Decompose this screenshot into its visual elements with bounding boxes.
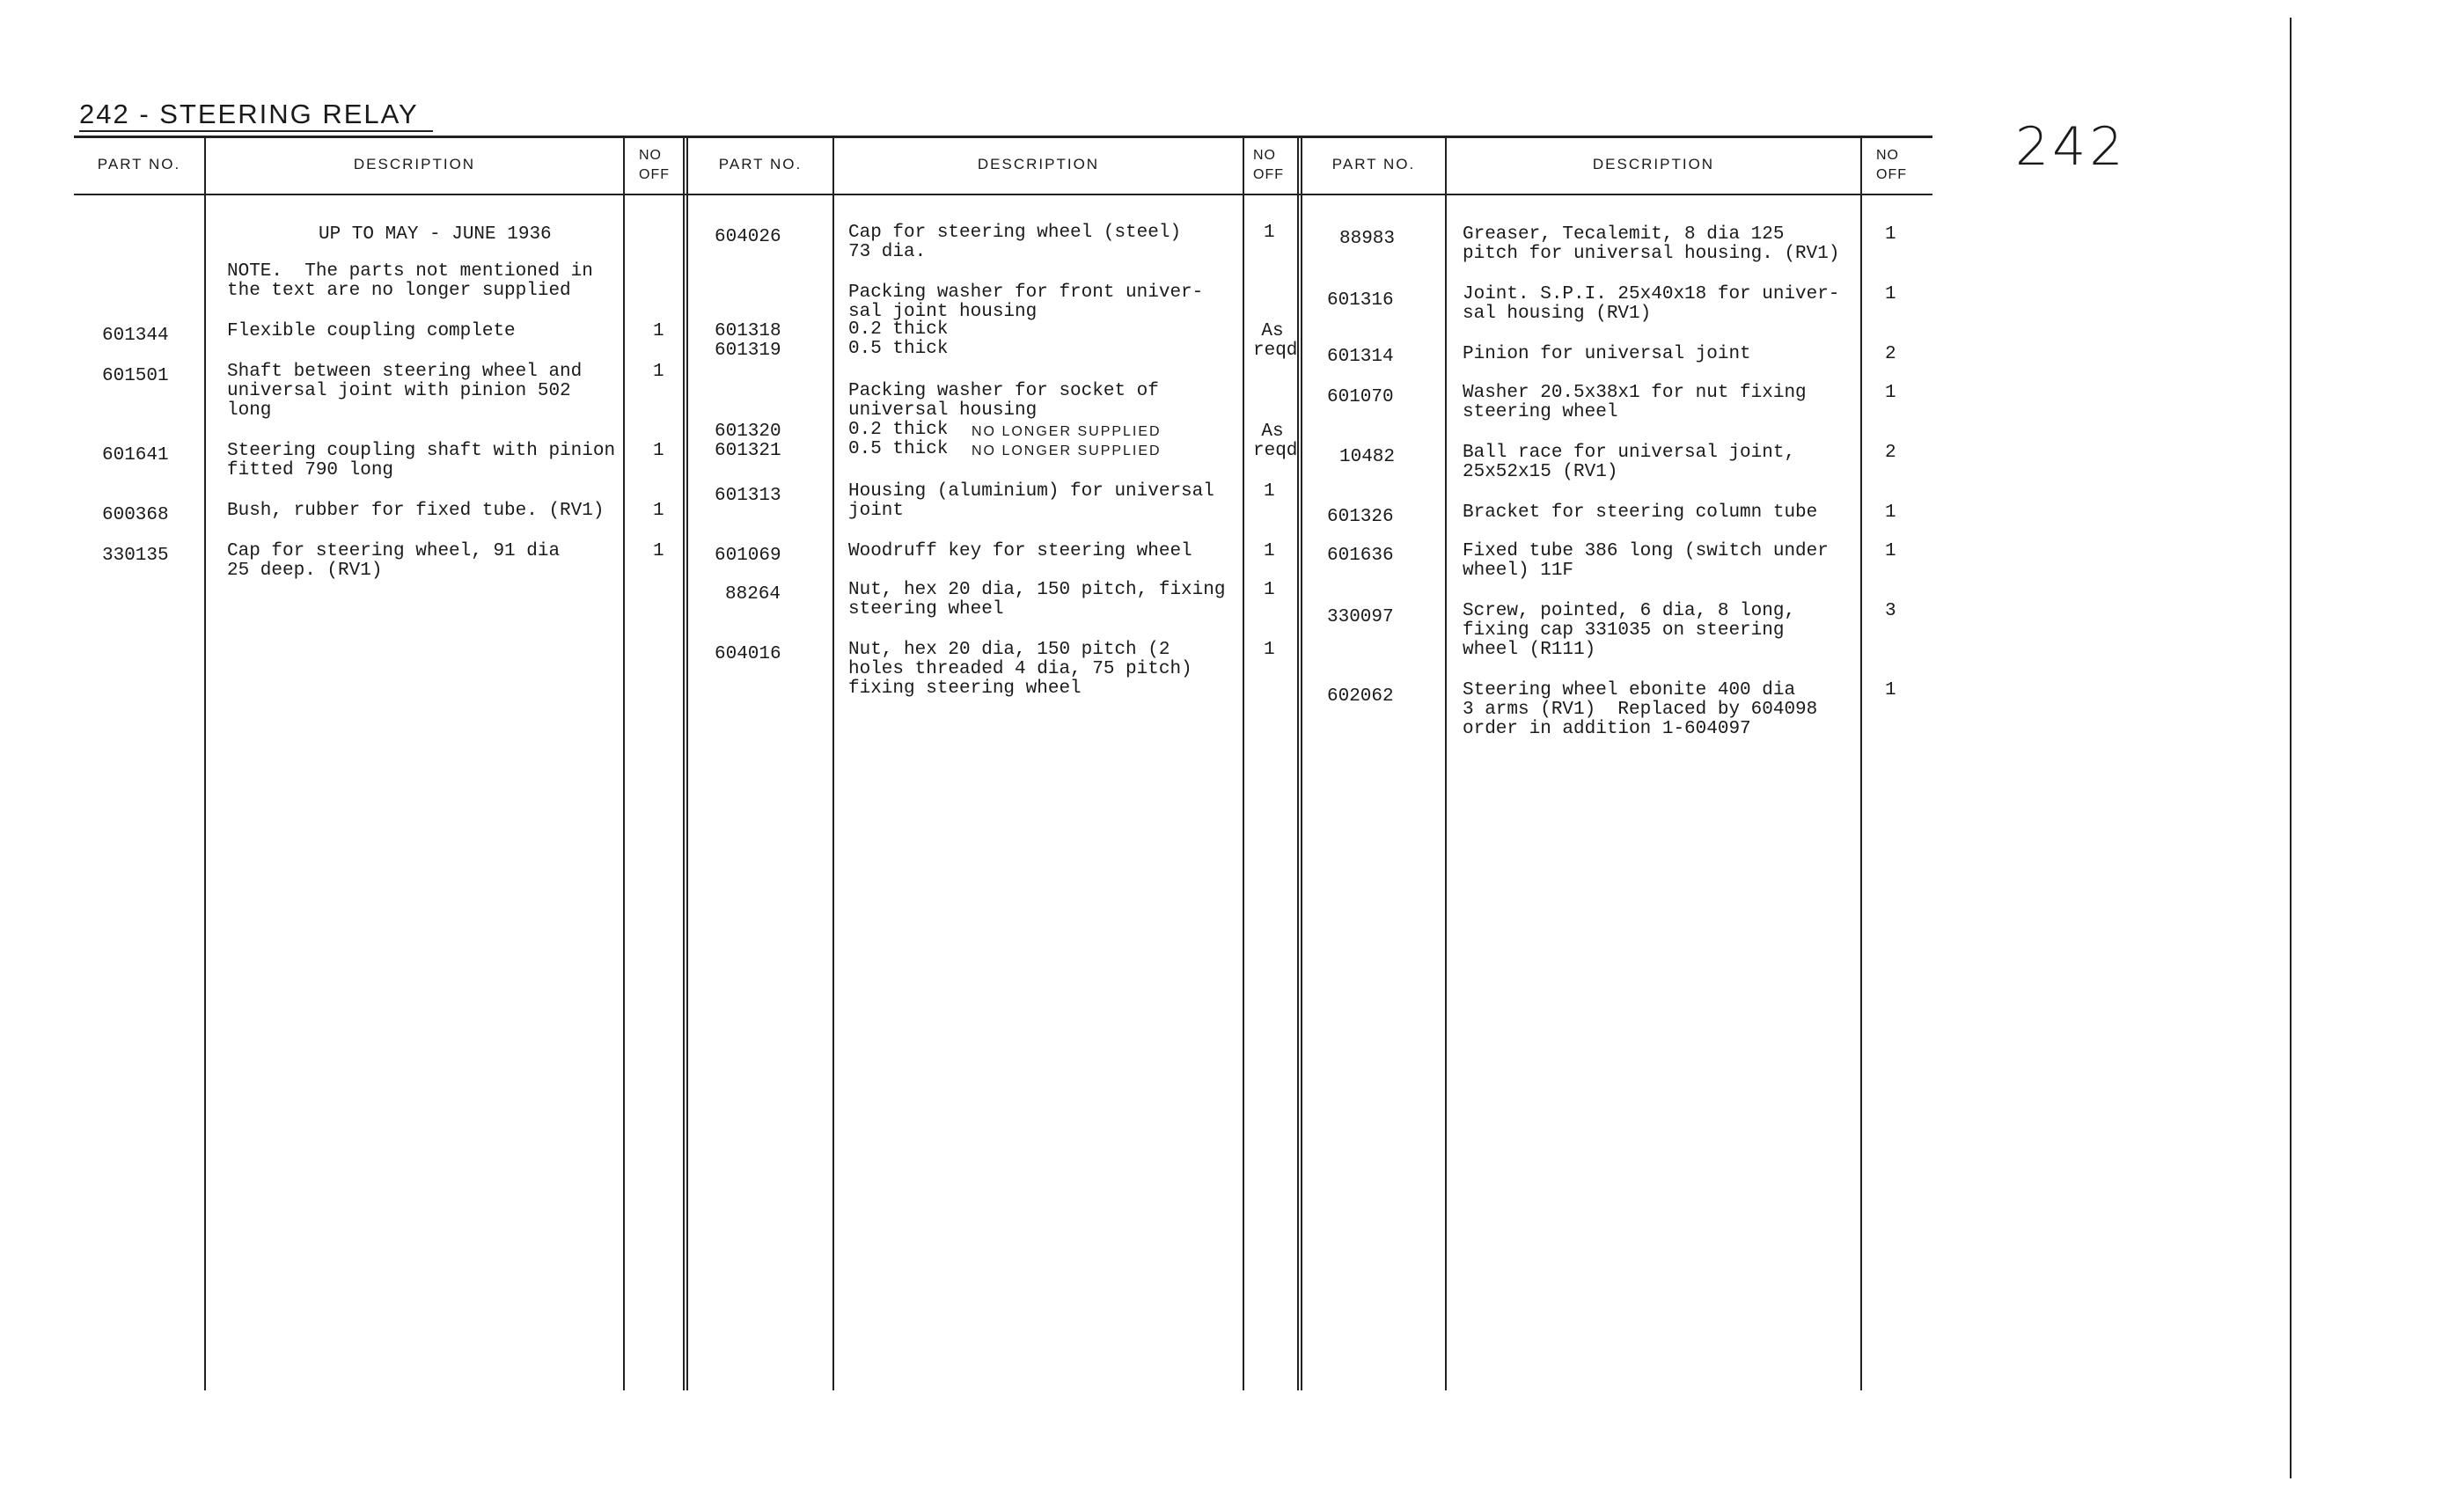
part-description: Nut, hex 20 dia, 150 pitch, fixing steering wheel (848, 580, 1226, 620)
table-top-rule (74, 136, 1932, 138)
not-supplied-note: NO LONGER SUPPLIED (972, 424, 1162, 439)
column-divider (1860, 136, 1862, 1390)
part-number: 10482 (1339, 447, 1396, 467)
part-number: 601641 (102, 445, 169, 466)
part-number: 601313 (715, 486, 781, 506)
quantity: 1 (1264, 580, 1275, 600)
column-divider (832, 136, 834, 1390)
part-description: Ball race for universal joint, 25x52x15 (RV1) (1463, 443, 1796, 482)
quantity: 1 (653, 501, 664, 521)
quantity: As reqd (1253, 422, 1298, 461)
part-number: 330135 (102, 546, 169, 566)
part-description: Housing (aluminium) for universal joint (848, 481, 1214, 521)
page-title: 242 - STEERING RELAY (79, 99, 419, 129)
quantity: 1 (1885, 680, 1896, 700)
part-description: Steering coupling shaft with pinion fitted 790 long (227, 441, 616, 480)
margin-page-number: 242 (2015, 116, 2127, 178)
part-number: 601344 (102, 326, 169, 346)
quantity: 1 (1264, 223, 1275, 243)
part-description: Greaser, Tecalemit, 8 dia 125 pitch for universal housing. (RV1) (1463, 224, 1840, 264)
part-description: Flexible coupling complete (227, 321, 516, 341)
part-number: 601318 601319 (715, 321, 781, 361)
part-description: Bracket for steering column tube (1463, 502, 1818, 523)
quantity: 1 (1885, 541, 1896, 561)
column-divider (686, 136, 688, 1390)
part-number: 601326 (1327, 507, 1394, 527)
part-number: 600368 (102, 505, 169, 525)
part-number: 601314 (1327, 347, 1394, 367)
part-number: 88983 (1339, 229, 1396, 249)
part-description: Cap for steering wheel (steel) 73 dia. (848, 223, 1182, 262)
header-part-no: PART NO. (718, 156, 803, 172)
section-heading: UP TO MAY - JUNE 1936 (319, 224, 552, 245)
part-description: Screw, pointed, 6 dia, 8 long, fixing cap 331035 on steering wheel (R111) (1463, 601, 1796, 660)
column-divider (1445, 136, 1447, 1390)
quantity: 1 (653, 441, 664, 461)
part-description: 0.2 thick 0.5 thick (848, 319, 949, 359)
part-description: Pinion for universal joint (1463, 344, 1751, 364)
part-number: 602062 (1327, 686, 1394, 707)
quantity: 1 (1885, 284, 1896, 304)
column-divider (683, 136, 685, 1390)
quantity: 1 (653, 362, 664, 382)
note-text: NOTE. The parts not mentioned in the text are no longer supplied (227, 261, 593, 301)
column-divider (1301, 136, 1302, 1390)
part-number: 330097 (1327, 607, 1394, 627)
part-description: Cap for steering wheel, 91 dia 25 deep. (RV1) (227, 541, 561, 581)
part-number: 601316 (1327, 290, 1394, 311)
part-number: 604016 (715, 644, 781, 664)
part-description: Joint. S.P.I. 25x40x18 for univer- sal housing (RV1) (1463, 284, 1840, 324)
part-description: Fixed tube 386 long (switch under wheel) 11F (1463, 541, 1829, 581)
part-number: 601320 601321 (715, 422, 781, 461)
part-description: Washer 20.5x38x1 for nut fixing steering wheel (1463, 383, 1807, 422)
not-supplied-note: NO LONGER SUPPLIED (972, 444, 1162, 458)
quantity: 1 (1264, 640, 1275, 660)
quantity: As reqd (1253, 321, 1298, 361)
column-divider (1243, 136, 1244, 1390)
part-description: Woodruff key for steering wheel (848, 541, 1192, 561)
part-description: Steering wheel ebonite 400 dia 3 arms (RV1) Replaced by 604098 order in addition 1-604097 (1463, 680, 1818, 739)
quantity: 2 (1885, 443, 1896, 463)
quantity: 1 (1264, 541, 1275, 561)
part-number: 601636 (1327, 546, 1394, 566)
column-divider (204, 136, 206, 1390)
column-divider (623, 136, 625, 1390)
part-description: Nut, hex 20 dia, 150 pitch (2 holes threaded 4 dia, 75 pitch) fixing steering wheel (848, 640, 1192, 699)
header-part-no: PART NO. (97, 156, 181, 172)
quantity: 1 (1885, 502, 1896, 523)
header-description: DESCRIPTION (1592, 156, 1715, 172)
part-description: Packing washer for socket of universal housing (848, 381, 1159, 421)
part-number: 601070 (1327, 387, 1394, 407)
quantity: 2 (1885, 344, 1896, 364)
part-description: Packing washer for front univer- sal joint housing (848, 282, 1204, 322)
part-number: 601501 (102, 366, 169, 386)
table-header-rule (74, 194, 1932, 195)
header-no-off: NO OFF (1876, 148, 1907, 182)
column-divider (1297, 136, 1299, 1390)
part-description: Bush, rubber for fixed tube. (RV1) (227, 501, 605, 521)
header-no-off: NO OFF (1253, 148, 1284, 182)
quantity: 3 (1885, 601, 1896, 621)
part-number: 604026 (715, 227, 781, 247)
header-description: DESCRIPTION (977, 156, 1100, 172)
quantity: 1 (1264, 481, 1275, 502)
part-number: 601069 (715, 546, 781, 566)
part-description: 0.2 thick 0.5 thick (848, 420, 949, 459)
header-description: DESCRIPTION (353, 156, 476, 172)
page-margin-line (2290, 18, 2292, 1478)
header-no-off: NO OFF (639, 148, 670, 182)
title-underline (79, 130, 433, 132)
quantity: 1 (653, 541, 664, 561)
quantity: 1 (1885, 383, 1896, 403)
part-description: Shaft between steering wheel and universal joint with pinion 502 long (227, 362, 583, 421)
part-number: 88264 (725, 584, 781, 605)
quantity: 1 (653, 321, 664, 341)
header-part-no: PART NO. (1331, 156, 1416, 172)
quantity: 1 (1885, 224, 1896, 245)
